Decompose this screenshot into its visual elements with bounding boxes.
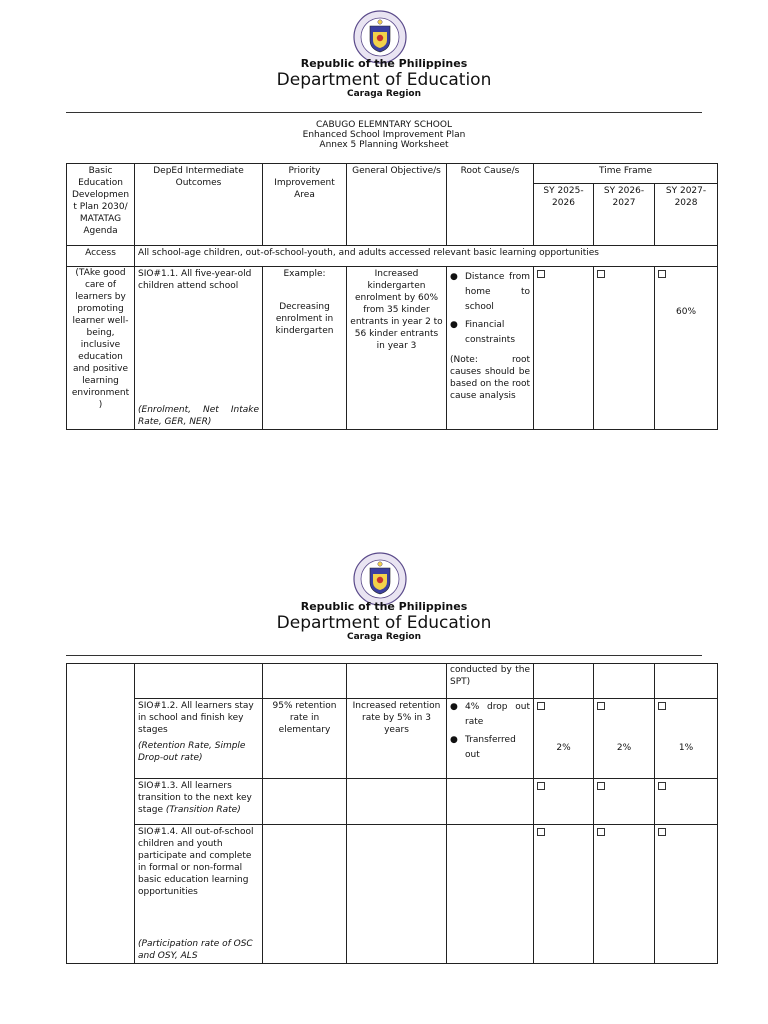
sy3-cell — [655, 779, 718, 825]
checkbox-icon[interactable] — [597, 828, 605, 836]
sio-note: (Enrolment, Net Intake Rate, GER, NER) — [138, 405, 259, 427]
department-heading: Department of Education — [276, 70, 492, 90]
sio-cell — [135, 825, 263, 964]
sio-text: SIO#1.3. All learners transition to the next key stage — [138, 781, 252, 815]
table-row — [67, 664, 718, 699]
sio-text: SIO#1.2. All learners stay in school and finish key stages — [138, 701, 254, 735]
sy1-value: 2% — [556, 743, 571, 753]
empty-cell — [447, 825, 534, 964]
sy3-value: 1% — [678, 743, 694, 753]
priority-text: 95% retention rate in elementary — [263, 699, 347, 779]
access-label: Access — [67, 246, 135, 267]
deped-seal-icon — [353, 10, 407, 64]
checkbox-icon[interactable] — [537, 782, 545, 790]
pillar-description: (TAke good care of learners by promoting learner well-being, inclusive education and positive learning environment ) — [67, 267, 135, 430]
empty-cell — [135, 664, 263, 699]
empty-cell — [594, 664, 655, 699]
col-header-bedp: Basic Education Developmen t Plan 2030/ MATATAG Agenda — [67, 164, 135, 246]
priority-cell — [263, 267, 347, 430]
sy1-cell — [534, 699, 594, 779]
annex-title: Annex 5 Planning Worksheet — [319, 140, 449, 150]
deped-seal-icon — [353, 552, 407, 606]
sio-note: (Participation rate of OSC and OSY, ALS — [138, 939, 253, 961]
header-divider — [66, 655, 702, 656]
sy2-cell — [594, 779, 655, 825]
col-header-sy1: SY 2025-2026 — [534, 184, 594, 246]
priority-example-label: Example: — [283, 269, 326, 279]
col-header-time-frame: Time Frame — [534, 164, 718, 184]
sy3-value: 60% — [676, 307, 697, 317]
col-header-objectives: General Objective/s — [347, 164, 447, 246]
empty-cell — [263, 664, 347, 699]
sy2-value: 2% — [616, 743, 632, 753]
school-name: CABUGO ELEMNTARY SCHOOL — [316, 120, 452, 130]
sio-text: SIO#1.4. All out-of-school children and youth participate and complete in formal or non-formal basic education learning opportunities — [138, 827, 254, 897]
table-row — [67, 779, 718, 825]
checkbox-icon[interactable] — [658, 828, 666, 836]
root-cause-item: ● 4% drop out rate — [450, 700, 530, 730]
checkbox-icon[interactable] — [658, 782, 666, 790]
sio-note: (Transition Rate) — [165, 805, 241, 815]
root-causes-cell — [447, 699, 534, 779]
planning-worksheet-table — [66, 163, 718, 430]
sio-note: (Retention Rate, Simple Drop-out rate) — [138, 741, 246, 763]
priority-text: Decreasing enrolment in kindergarten — [275, 302, 334, 336]
checkbox-icon[interactable] — [658, 270, 666, 278]
sio-cell — [135, 779, 263, 825]
table-row — [67, 699, 718, 779]
checkbox-icon[interactable] — [658, 702, 666, 710]
empty-cell — [263, 825, 347, 964]
republic-heading: Republic of the Philippines — [300, 57, 468, 70]
empty-cell — [534, 664, 594, 699]
col-header-root-causes: Root Cause/s — [447, 164, 534, 246]
sy1-cell — [534, 825, 594, 964]
table-row — [67, 825, 718, 964]
checkbox-icon[interactable] — [537, 702, 545, 710]
empty-cell — [447, 779, 534, 825]
department-heading: Department of Education — [276, 613, 492, 633]
root-cause-note: (Note: root causes should be based on the root cause analysis — [450, 355, 530, 401]
empty-cell — [263, 779, 347, 825]
empty-cell — [347, 664, 447, 699]
sy1-cell — [534, 779, 594, 825]
col-header-sy3: SY 2027-2028 — [655, 184, 718, 246]
pillar-cell-continued — [67, 664, 135, 964]
checkbox-icon[interactable] — [597, 702, 605, 710]
republic-heading: Republic of the Philippines — [300, 600, 468, 613]
sy3-cell — [655, 699, 718, 779]
sy3-cell — [655, 267, 718, 430]
sio-text: SIO#1.1. All five-year-old children attend school — [138, 269, 252, 291]
sio-cell — [135, 267, 263, 430]
sio-cell — [135, 699, 263, 779]
root-cause-item: ● Distance from home to school — [450, 270, 530, 315]
sy3-cell — [655, 825, 718, 964]
sy1-cell — [534, 267, 594, 430]
empty-cell — [347, 825, 447, 964]
col-header-priority: Priority Improvement Area — [263, 164, 347, 246]
root-cause-item: ● Transferred out — [450, 733, 530, 763]
root-cause-note-continued: conducted by the SPT) — [447, 664, 534, 699]
objective-text: Increased retention rate by 5% in 3 years — [347, 699, 447, 779]
region-heading: Caraga Region — [347, 632, 421, 642]
checkbox-icon[interactable] — [597, 270, 605, 278]
col-header-outcomes: DepEd Intermediate Outcomes — [135, 164, 263, 246]
sy2-cell — [594, 267, 655, 430]
checkbox-icon[interactable] — [597, 782, 605, 790]
objective-text: Increased kindergarten enrolment by 60% from 35 kinder entrants in year 2 to 56 kinder entrants in year 3 — [347, 267, 447, 430]
planning-worksheet-table-continued — [66, 663, 718, 964]
header-row — [67, 164, 718, 184]
col-header-sy2: SY 2026-2027 — [594, 184, 655, 246]
root-cause-item: ● Financial constraints — [450, 318, 530, 348]
header-divider — [66, 112, 702, 113]
checkbox-icon[interactable] — [537, 828, 545, 836]
sy2-cell — [594, 825, 655, 964]
table-row — [67, 267, 718, 430]
access-row — [67, 246, 718, 267]
access-description: All school-age children, out-of-school-youth, and adults accessed relevant basic learning opportunities — [135, 246, 718, 267]
checkbox-icon[interactable] — [537, 270, 545, 278]
empty-cell — [655, 664, 718, 699]
root-causes-cell — [447, 267, 534, 430]
region-heading: Caraga Region — [347, 89, 421, 99]
empty-cell — [347, 779, 447, 825]
plan-title: Enhanced School Improvement Plan — [302, 130, 466, 140]
sy2-cell — [594, 699, 655, 779]
